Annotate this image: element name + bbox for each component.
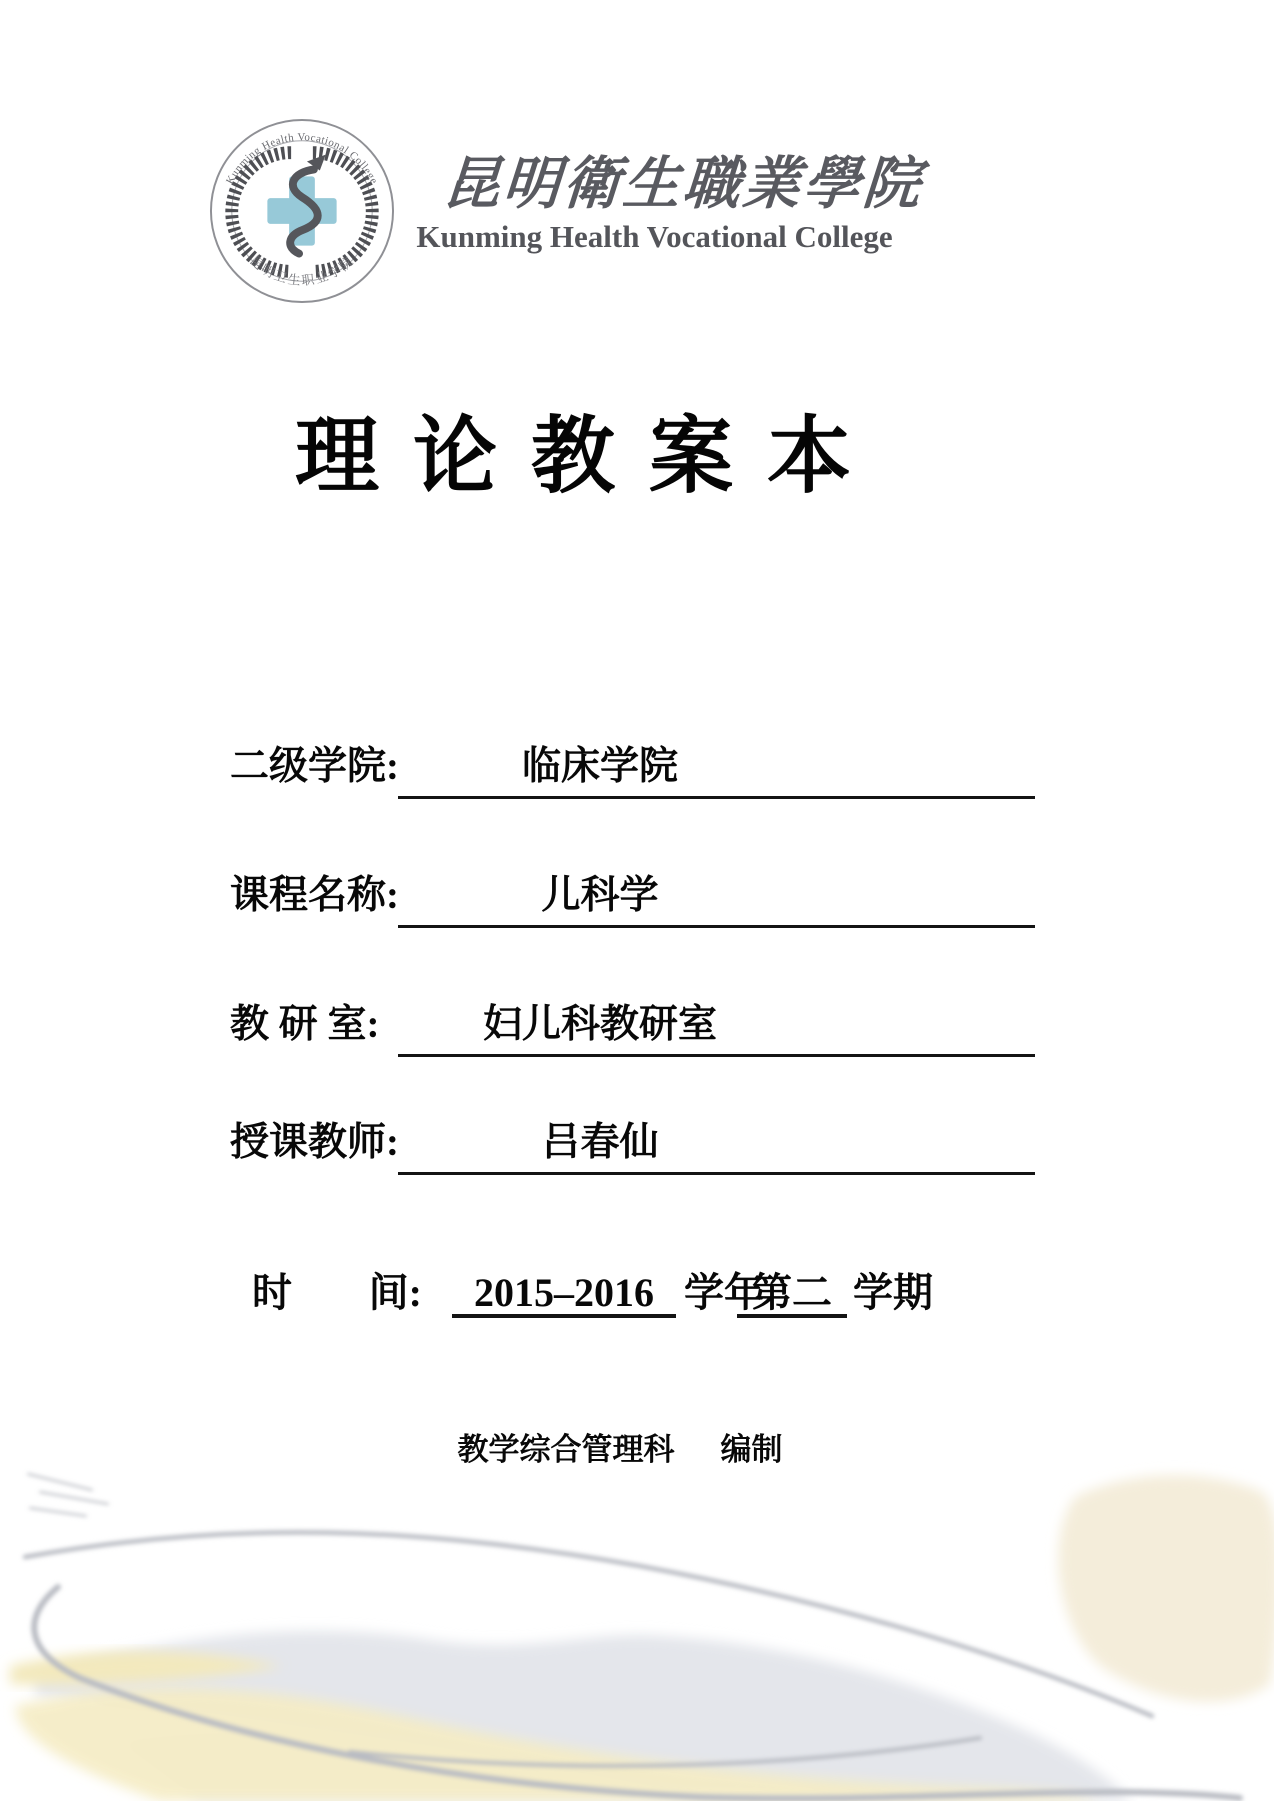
- field-row-teacher: [0, 1118, 1274, 1178]
- field-underline: [398, 1054, 1035, 1057]
- field-label-teaching-office: 教 研 室:: [230, 1003, 380, 1046]
- calligraphy-college-name: 昆明衛生職業學院: [440, 153, 926, 216]
- field-row-time: [0, 1268, 1274, 1328]
- field-value-teacher: 吕春仙: [541, 1121, 659, 1164]
- field-row-teaching-office: [0, 1000, 1274, 1060]
- field-label-secondary-college: 二级学院:: [230, 745, 399, 788]
- field-label-teacher: 授课教师:: [230, 1121, 399, 1164]
- field-underline: [398, 796, 1035, 799]
- field-underline: [398, 1172, 1035, 1175]
- prepared-by-label: 编制: [720, 1432, 783, 1467]
- field-label-course-name: 课程名称:: [230, 874, 399, 917]
- field-row-secondary-college: [0, 742, 1274, 802]
- field-value-teaching-office: 妇儿科教研室: [482, 1003, 717, 1046]
- academic-year-value: 2015–2016: [452, 1268, 676, 1318]
- term-suffix: 学期: [853, 1270, 933, 1315]
- page-title: 理论教案本: [294, 411, 885, 504]
- field-underline: [398, 925, 1035, 928]
- term-value: 第二: [737, 1268, 847, 1318]
- college-seal-logo: [208, 112, 396, 312]
- time-label-char-1: 时: [252, 1270, 292, 1315]
- field-value-course-name: 儿科学: [541, 874, 659, 917]
- field-value-secondary-college: 临床学院: [521, 745, 678, 788]
- watermark-hatch-marks: [28, 1474, 108, 1516]
- seal-top-arc-text: Kunming Health Vocational College: [224, 131, 381, 187]
- english-college-name: Kunming Health Vocational College: [416, 219, 893, 254]
- time-label-char-2: 间:: [368, 1270, 422, 1315]
- academic-year-suffix: 学年: [684, 1270, 764, 1315]
- feather-watermark: [0, 1452, 1274, 1801]
- field-row-course-name: [0, 871, 1274, 931]
- prepared-by-department: 教学综合管理科: [457, 1432, 675, 1467]
- watermark-cream-blob: [1058, 1475, 1274, 1701]
- seal-bottom-arc-text: 昆明卫生职业学院: [246, 253, 358, 289]
- field-label-time: [252, 1268, 422, 1318]
